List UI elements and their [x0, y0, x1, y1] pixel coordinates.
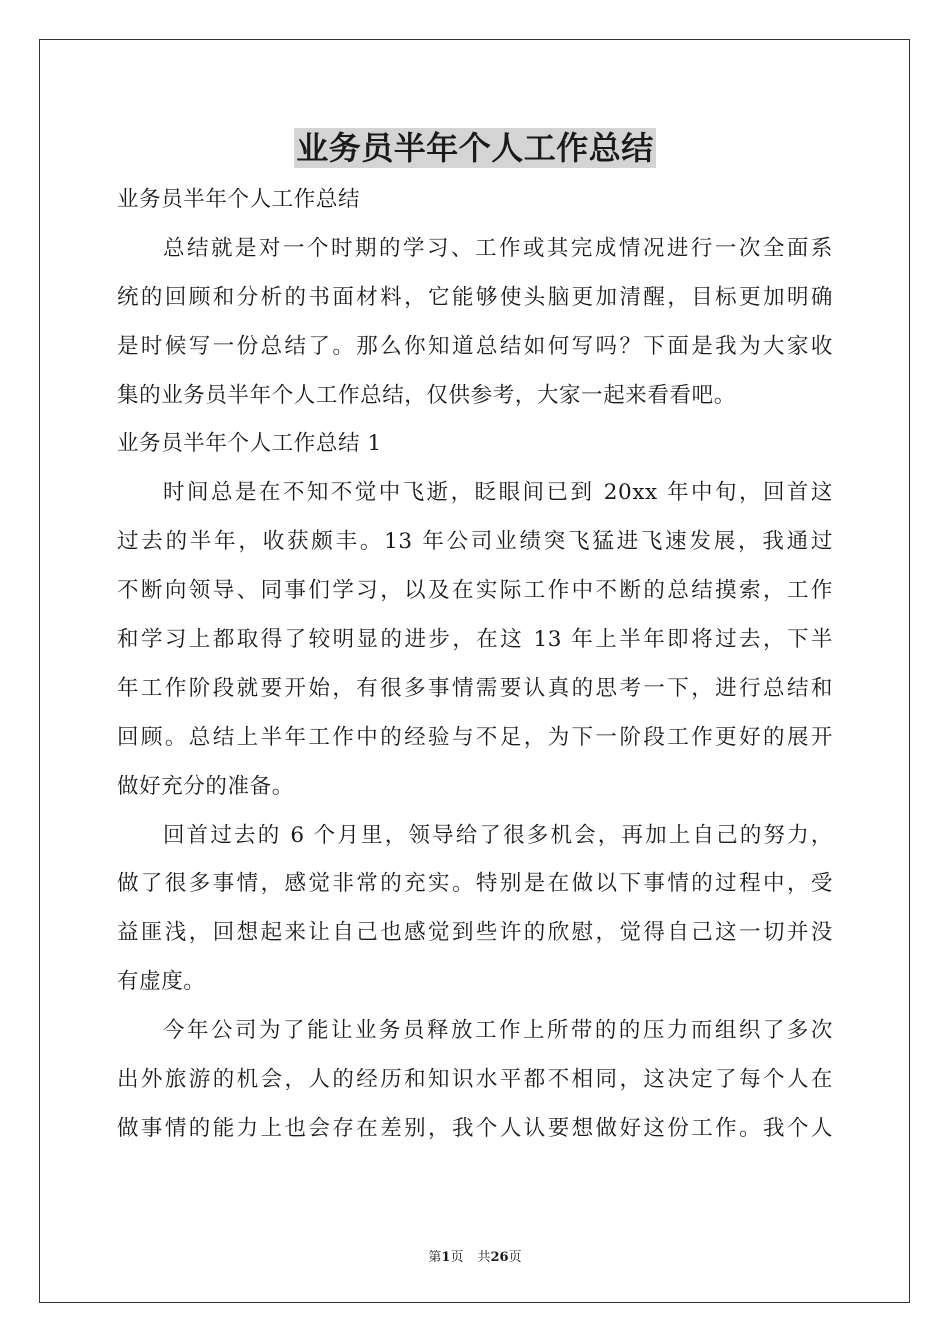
body-line: 业务员半年个人工作总结	[117, 187, 361, 212]
body-line: 今年公司为了能让业务员释放工作上所带的的压力而组织了多次	[163, 1018, 833, 1044]
body-line: 是时候写一份总结了。那么你知道总结如何写吗？下面是我为大家收	[117, 333, 833, 359]
body-line: 做了很多事情，感觉非常的充实。特别是在做以下事情的过程中，受	[117, 871, 833, 897]
title-container	[0, 128, 950, 168]
body-line: 不断向领导、同事们学习，以及在实际工作中不断的总结摸索，工作	[117, 578, 833, 604]
body-line: 回首过去的 6 个月里，领导给了很多机会，再加上自己的努力，	[163, 822, 833, 848]
body-line: 有虚度。	[117, 969, 206, 995]
body-line: 做好充分的准备。	[117, 773, 294, 799]
body-line: 做事情的能力上也会存在差别，我个人认要想做好这份工作。我个人	[117, 1115, 833, 1141]
document-title: 业务员半年个人工作总结	[296, 129, 654, 167]
total-prefix: 共	[477, 1250, 491, 1265]
body-line: 时间总是在不知不觉中飞逝，眨眼间已到 20xx 年中旬，回首这	[163, 480, 833, 506]
page-footer	[0, 1246, 950, 1265]
body-line: 年工作阶段就要开始，有很多事情需要认真的思考一下，进行总结和	[117, 675, 833, 701]
section-heading: 业务员半年个人工作总结 1	[117, 431, 382, 457]
body-line: 过去的半年，收获颇丰。13 年公司业绩突飞猛进飞速发展，我通过	[117, 529, 833, 555]
total-suffix: 页	[508, 1250, 522, 1265]
body-line: 总结就是对一个时期的学习、工作或其完成情况进行一次全面系	[163, 235, 833, 261]
body-line: 回顾。总结上半年工作中的经验与不足，为下一阶段工作更好的展开	[117, 724, 833, 750]
body-line: 出外旅游的机会，人的经历和知识水平都不相同，这决定了每个人在	[117, 1067, 833, 1093]
page-prefix: 第	[428, 1250, 442, 1265]
total-pages: 26	[490, 1250, 509, 1265]
document-body	[117, 176, 833, 1154]
body-line: 益匪浅，回想起来让自己也感觉到些许的欣慰，觉得自己这一切并没	[117, 920, 833, 946]
page-suffix: 页	[450, 1250, 464, 1265]
page-number: 1	[441, 1250, 451, 1265]
body-line: 统的回顾和分析的书面材料，它能够使头脑更加清醒，目标更加明确	[117, 284, 833, 310]
body-line: 集的业务员半年个人工作总结，仅供参考，大家一起来看看吧。	[117, 382, 736, 408]
body-line: 和学习上都取得了较明显的进步，在这 13 年上半年即将过去，下半	[117, 627, 833, 653]
